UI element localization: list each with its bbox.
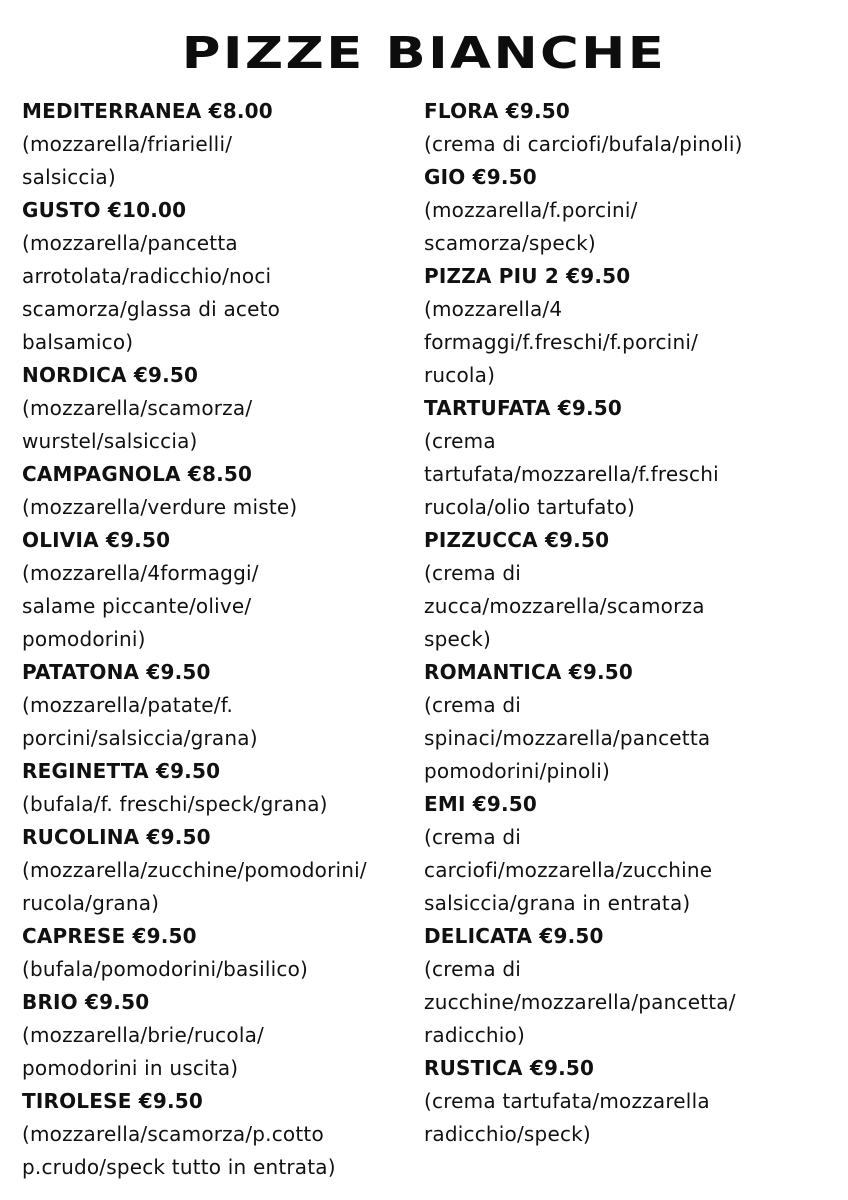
menu-item-ingredients: (mozzarella/scamorza/p.cotto [22,1122,324,1146]
menu-item-ingredients: tartufata/mozzarella/f.freschi [424,462,719,486]
menu-item-ingredients: balsamico) [22,330,134,354]
menu-item-name: OLIVIA €9.50 [22,528,171,552]
menu-column-left [22,95,422,1184]
menu-item-name: GUSTO €10.00 [22,198,187,222]
menu-item [22,821,422,920]
menu-item [22,194,422,359]
menu-item-ingredients: (crema di [424,825,522,849]
menu-item-ingredients: scamorza/glassa di aceto [22,297,281,321]
menu-item-ingredients: (mozzarella/pancetta [22,231,238,255]
menu-item [22,986,422,1085]
menu-item-ingredients: zucca/mozzarella/scamorza [424,594,705,618]
menu-item [424,392,844,524]
menu-item [22,656,422,755]
menu-item [424,920,844,1052]
menu-item-ingredients: speck) [424,627,492,651]
menu-item-ingredients: (crema di [424,957,522,981]
menu-item-ingredients: radicchio) [424,1023,525,1047]
menu-item-ingredients: pomodorini/pinoli) [424,759,611,783]
menu-item-name: TIROLESE €9.50 [22,1089,203,1113]
menu-item-ingredients: salame piccante/olive/ [22,594,252,618]
menu-item-ingredients: salsiccia/grana in entrata) [424,891,691,915]
menu-item-ingredients: (mozzarella/brie/rucola/ [22,1023,264,1047]
menu-item-ingredients: (crema di [424,561,522,585]
menu-item-ingredients: carciofi/mozzarella/zucchine [424,858,713,882]
menu-item-ingredients: (crema di carciofi/bufala/pinoli) [424,132,743,156]
menu-item-name: CAMPAGNOLA €8.50 [22,462,253,486]
menu-item-name: TARTUFATA €9.50 [424,396,623,420]
menu-item [22,458,422,524]
menu-item-name: PIZZUCCA €9.50 [424,528,610,552]
menu-item-ingredients: rucola/olio tartufato) [424,495,636,519]
page-title: PIZZE BIANCHE [181,28,667,79]
menu-item-ingredients: p.crudo/speck tutto in entrata) [22,1155,336,1179]
menu-item-name: RUSTICA €9.50 [424,1056,595,1080]
menu-item-ingredients: (mozzarella/patate/f. [22,693,234,717]
menu-item-ingredients: (mozzarella/zucchine/pomodorini/ [22,858,367,882]
menu-item-ingredients: salsiccia) [22,165,116,189]
menu-item-ingredients: zucchine/mozzarella/pancetta/ [424,990,736,1014]
menu-item [424,656,844,788]
menu-item [22,95,422,194]
menu-item-ingredients: (mozzarella/f.porcini/ [424,198,638,222]
menu-item-name: EMI €9.50 [424,792,538,816]
menu-item [424,524,844,656]
menu-item-ingredients: (bufala/pomodorini/basilico) [22,957,309,981]
menu-item-ingredients: rucola/grana) [22,891,160,915]
menu-item-ingredients: (mozzarella/verdure miste) [22,495,298,519]
menu-item [22,359,422,458]
menu-item [22,920,422,986]
menu-item-name: PIZZA PIU 2 €9.50 [424,264,631,288]
menu-item [424,95,844,161]
menu-item [22,755,422,821]
menu-item-ingredients: (bufala/f. freschi/speck/grana) [22,792,328,816]
menu-item-ingredients: (mozzarella/4 [424,297,563,321]
menu-item-ingredients: spinaci/mozzarella/pancetta [424,726,711,750]
menu-item-ingredients: (crema [424,429,496,453]
menu-item [424,161,844,260]
menu-item-ingredients: (mozzarella/4formaggi/ [22,561,259,585]
menu-item-name: NORDICA €9.50 [22,363,199,387]
menu-item-ingredients: wurstel/salsiccia) [22,429,198,453]
menu-item-ingredients: porcini/salsiccia/grana) [22,726,258,750]
menu-item-name: BRIO €9.50 [22,990,150,1014]
menu-column-right [424,95,844,1151]
menu-item-name: PATATONA €9.50 [22,660,211,684]
menu-item-name: CAPRESE €9.50 [22,924,197,948]
menu-item [424,260,844,392]
menu-item [22,1085,422,1184]
menu-item-ingredients: (mozzarella/friarielli/ [22,132,233,156]
menu-item-ingredients: pomodorini) [22,627,146,651]
menu-item-name: RUCOLINA €9.50 [22,825,211,849]
menu-item-name: FLORA €9.50 [424,99,570,123]
menu-item-ingredients: radicchio/speck) [424,1122,591,1146]
menu-item-name: MEDITERRANEA €8.00 [22,99,273,123]
menu-item [424,1052,844,1151]
menu-item-name: DELICATA €9.50 [424,924,604,948]
menu-item [22,524,422,656]
menu-item-ingredients: (mozzarella/scamorza/ [22,396,253,420]
menu-item-name: GIO €9.50 [424,165,537,189]
menu-item-ingredients: (crema tartufata/mozzarella [424,1089,710,1113]
menu-item-ingredients: rucola) [424,363,496,387]
menu-item-ingredients: pomodorini in uscita) [22,1056,239,1080]
menu-item-name: REGINETTA €9.50 [22,759,221,783]
menu-item-ingredients: (crema di [424,693,522,717]
menu-item [424,788,844,920]
menu-item-ingredients: arrotolata/radicchio/noci [22,264,272,288]
menu-item-ingredients: formaggi/f.freschi/f.porcini/ [424,330,699,354]
menu-item-name: ROMANTICA €9.50 [424,660,633,684]
menu-item-ingredients: scamorza/speck) [424,231,596,255]
